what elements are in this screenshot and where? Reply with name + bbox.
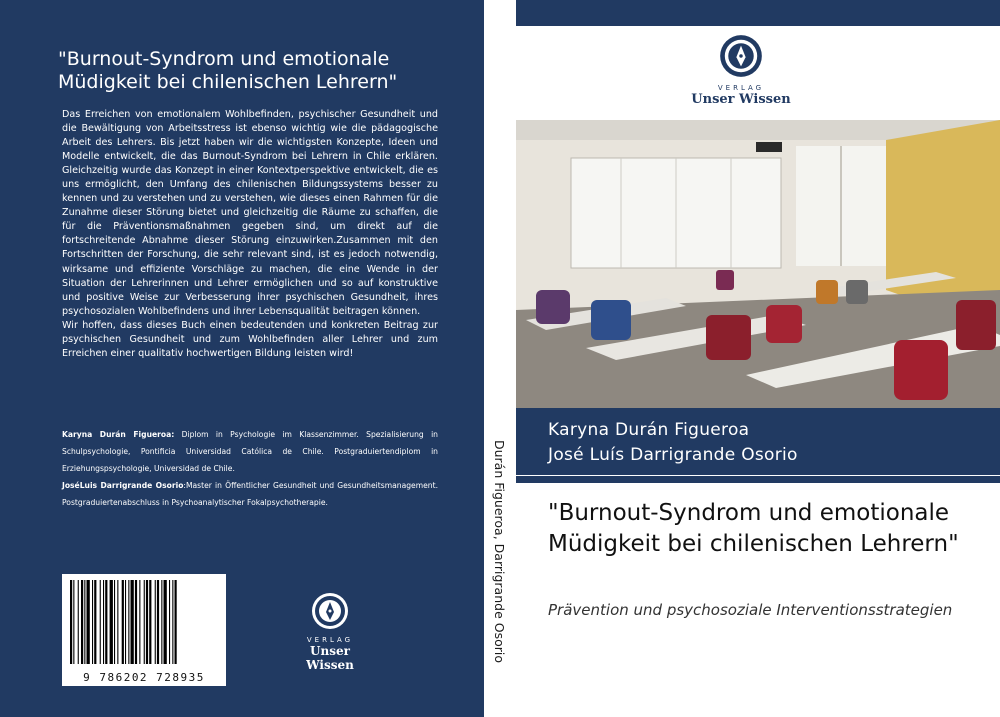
spine [484,0,516,717]
barcode-bar [81,580,83,664]
barcode-bar [94,580,96,664]
barcode-number: 9 786202 728935 [83,671,205,684]
barcode-bar [146,580,148,664]
barcode-bar [128,580,129,664]
back-publisher-logo [285,592,375,672]
barcode-bar [87,580,90,664]
author-bio-2 [62,477,438,511]
front-author-1: Karyna Durán Figueroa [548,420,750,440]
author-bio-2-name: JoséLuis Darrigrande Osorio [62,481,184,490]
barcode-bar [157,580,159,664]
blurb-paragraph-2: Wir hoffen, dass dieses Buch einen bedeutenden und konkreten Beitrag zur psychischen Gesundheit und zum Wohlbefinden aller Lehrer und zum Erreichen einer qualitativ hochwertigen Bildung leisten wird! [62,319,438,359]
barcode-bar [139,580,140,664]
barcode-bar [103,580,104,664]
barcode-bar [144,580,145,664]
barcode-bar [110,580,113,664]
barcode-bar [169,580,170,664]
author-bio-2-text: :Master in Öffentlicher Gesundheit und Gesundheitsmanagement. Postgraduiertenabschluss in Psychoanalytischer Fokalpsychotherapie. [62,481,438,507]
barcode-bar [117,580,118,664]
publisher-name: Unser Wissen [306,644,354,672]
back-cover [0,0,484,717]
barcode-bar [92,580,93,664]
author-bio-1-name: Karyna Durán Figueroa: [62,430,175,439]
publisher-verlag-label: VERLAG [717,84,765,92]
barcode-bar [125,580,126,664]
barcode-bar [164,580,167,664]
barcode-bar [131,580,134,664]
barcode [62,574,226,686]
front-author-2: José Luís Darrigrande Osorio [548,445,798,465]
author-bio-1-text: Diplom in Psychologie im Klassenzimmer. Spezialisierung in Schulpsychologie, Pontificia Universidad Católica de Chile. Postgraduiertendiplom in Erziehungspsychologie, Universidad de Chile. [62,430,438,473]
publisher-name: Unser Wissen [691,92,791,107]
back-cover-title: "Burnout-Syndrom und emotionale Müdigkeit bei chilenischen Lehrern" [58,48,398,93]
barcode-bar [175,580,177,664]
front-cover-title: "Burnout-Syndrom und emotionale Müdigkeit bei chilenischen Lehrern" [548,500,959,557]
spine-authors: Durán Figueroa, Darrigrande Osorio [492,440,507,663]
barcode-bar [78,580,79,664]
back-cover-blurb [62,108,438,361]
blurb-paragraph-1: Das Erreichen von emotionalem Wohlbefinden, psychischer Gesundheit und die Bewältigung von Arbeitsstress ist ebenso wichtig wie die pädagogische Arbeit des Lehrers. Bis jetzt haben wir die wichtigsten Konzepte, Ideen und Modelle entwickelt, die das Burnout-Syndrom bei Lehrern in Chile erklären. Gleichzeitig wurde das Konzept in einer Kontextperspektive entwickelt, die es uns ermöglicht, den Umfang des chilenischen Bildungssystems besser zu kennen und zu verstehen und zu verstehen, wie dieses einen Rahmen für die Zunahme dieser Störung bietet und gleichzeitig die Räume zu schaffen, die für die Präventionsmaßnahmen gegeben sind, um direkt auf die fortschreitende Abnahme dieser Störung einzuwirken.Zusammen mit den Fortschritten der Forschung, die sehr relevant sind, ist es jedoch notwendig, wirksame und effiziente Vorschläge zu machen, die eine Wende in der Situation der Lehrerinnen und Lehrer ermöglichen und so auf konstruktive und positive Weise zur Verbesserung ihrer psychischen Gesundheit, ihres psychosozialen Wohlbefindens und ihrer Lebensqualität beitragen können. [62,109,438,317]
front-cover [516,0,1000,717]
author-bio-1 [62,426,438,477]
barcode-bar [161,580,162,664]
barcode-bar [122,580,124,664]
barcode-bar [114,580,115,664]
barcode-bars [68,580,220,666]
publisher-verlag-label: VERLAG [306,636,354,644]
publisher-seal-icon [311,592,349,630]
front-publisher-logo [691,34,791,107]
barcode-bar [135,580,137,664]
barcode-bar [73,580,74,664]
barcode-bar [84,580,85,664]
barcode-bar [155,580,156,664]
author-band [516,408,1000,483]
barcode-bar [70,580,72,664]
classroom-photo [516,120,1000,408]
barcode-bar [149,580,151,664]
publisher-seal-icon [719,34,763,78]
front-top-band [516,0,1000,26]
front-cover-subtitle: Prävention und psychosoziale Interventionsstrategien [548,601,953,619]
author-bios [62,426,438,511]
barcode-bar [172,580,173,664]
author-band-divider [516,475,1000,476]
barcode-bar [100,580,101,664]
barcode-bar [105,580,107,664]
